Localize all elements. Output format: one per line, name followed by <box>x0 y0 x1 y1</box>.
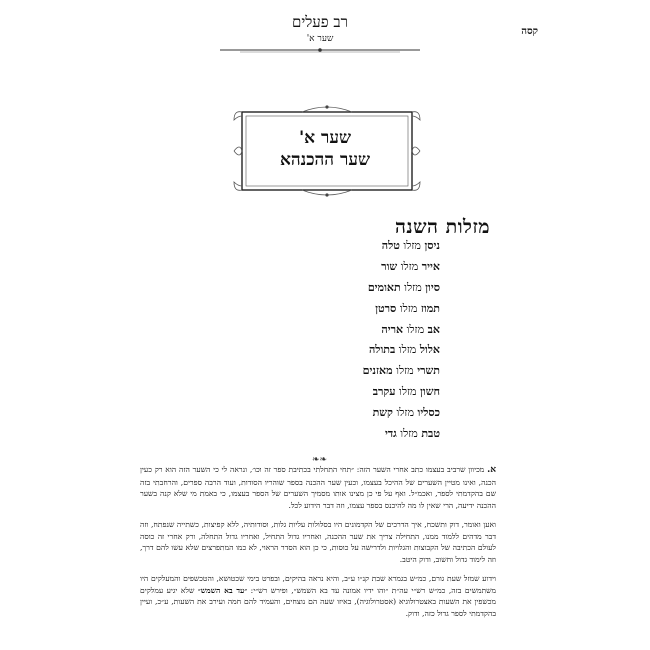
months-zodiac-list <box>290 236 440 445</box>
paragraph-1: א. מכיוון שרביב בעצמו כתב אחרי השער הזה: ״תחי התחלתי בכתיבת ספר זה וכו׳, ונראה לי כי השער הזה הוא רק כעין הכנה, ואינו מטיין השערים של ההיכל בעצמו, וכעין שער ההכנה בספר שוהריו הסודות, ועוד הרבה ספרים, והרחבתי בזה שם בהקדמתי לספר, ואכמ״ל. ואף על פי כן מצינו אותו מסמיך השערים של הספר בעצמו, כי באמת מי שלא קנה בשער ההכנה ידיעה, הרי שאין לו מה להיכנס בספר עצמו, וזה דבר הידוע לכל. <box>140 465 496 510</box>
running-header-title: רב פעלים <box>291 13 349 31</box>
header-rule-ornament <box>220 46 420 54</box>
gate-title-line2: שער ההכנהא <box>279 150 370 170</box>
paragraph-2: ואען ואומר, דוק ותשכח, איך הדרכים של הקדמונים היו בסלולות עליות גלות, וסודותיה, ללא קפיצות, כשתייה שנפתח, וזה דבר מדהים ללמוד ממנו, התחילה צריך את שער ההכנה, ואחריו גדול התחיל, ואחריו גדול התחלה, ורק אחרי זה כוסה לעולם הכתיבה של הקבוצות והגלויות ולדרישה על כוסות, כי כן הוא הסדר הראוי, לא כמו המתפרצים שלא עשו להם דרך, וזה לימוד גדול וחשוב, ודוק היטב. <box>140 520 496 564</box>
paragraph-3: וידוע שמזל שעת גורם, כמ״ש בגמרא שבת קנ״ו ע״ב, והיא נראה בהיקים, ובפרט בימי שכטושא, והטכשפים והמעלקים היו משתמשים בזה, כמ״ש רש״י עה״ת ״והו ידיו אמונה עד בא השמש״, ופירש רש״י: ״עד בא השמש״ שלא יגיע עמלקים מכשפין את השעות באצטרולוגיא (אסטרולוגיה), באיזו שעה הם נוצחים, והעמיד להם חמה ועירב את השעות, ע״כ, ועיין בהקדמתי לספר גדול כזה, ודוק. <box>140 574 496 618</box>
divider-ornament: ❧❧ <box>312 455 328 465</box>
gate-title-line1: שער א' <box>298 128 352 148</box>
list-item: סיון מזלו תאומים <box>367 280 440 294</box>
list-item: טבת מזלו גדי <box>384 427 440 441</box>
section-heading: מזלות השנה <box>395 216 490 238</box>
list-item: חשון מזלו עקרב <box>372 385 440 399</box>
list-item: אלול מזלו בתולה <box>368 343 440 357</box>
list-item: אייר מזלו שור <box>381 259 440 273</box>
running-header-subtitle: שער א' <box>306 34 334 44</box>
list-item: תמוז מזלו סרטן <box>375 301 440 315</box>
list-item: כסליו מזלו קשת <box>372 406 440 420</box>
list-item: ניסן מזלו טלה <box>381 239 440 252</box>
paragraph-number: א. <box>487 465 496 475</box>
page-number: קסה <box>521 26 538 37</box>
list-item: אב מזלו אריה <box>381 322 440 336</box>
body-text <box>140 464 496 627</box>
list-item: תשרי מזלו מאזנים <box>362 364 440 378</box>
